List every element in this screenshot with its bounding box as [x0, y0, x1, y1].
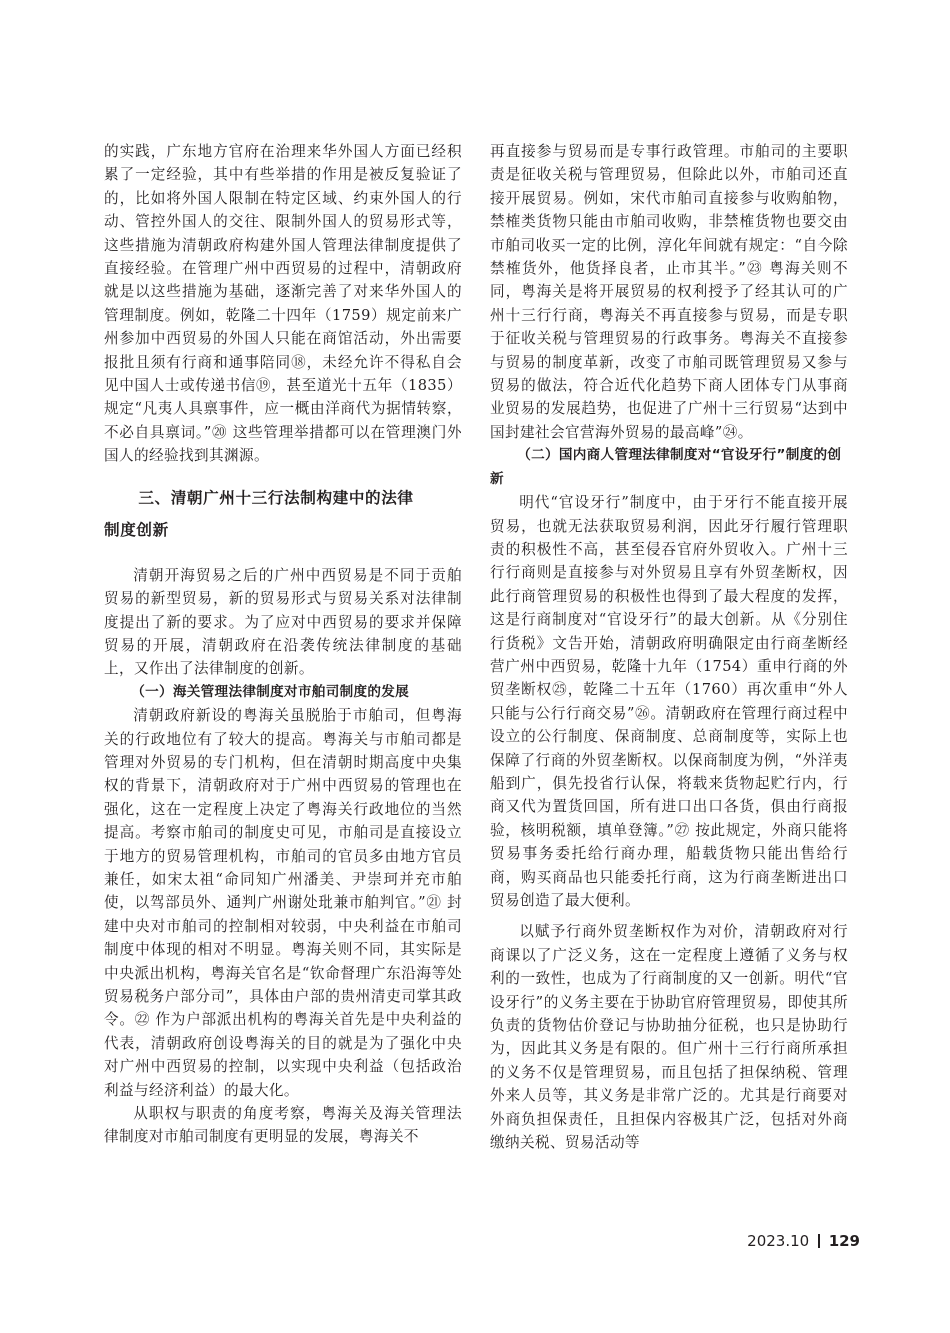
- footer-divider: [818, 1234, 820, 1248]
- paragraph: 再直接参与贸易而是专事行政管理。市舶司的主要职责是征收关税与管理贸易，但除此以外，市舶司还直接开展贸易。例如，宋代市舶司直接参与收购舶物，禁榷类货物只能由市舶司收购，非禁榷货物也要交由市舶司收买一定的比例，淳化年间就有规定：“自今除禁榷货外，他货择良者，止市其半。”㉓ 粤海关则不同，粤海关是将开展贸易的权利授予了经其认可的广州十三行行商，粤海关不再直接参与贸易，而是专职于征收关税与管理贸易的行政事务。粤海关不直接参与贸易的制度革新，改变了市舶司既管理贸易又参与贸易的做法，符合近代化趋势下商人团体专门从事商业贸易的发展趋势，也促进了广州十三行贸易“达到中国封建社会官营海外贸易的最高峰”㉔。: [490, 143, 848, 441]
- section-heading-line1: 三、清朝广州十三行法制构建中的法律: [138, 488, 414, 507]
- paragraph: 的实践，广东地方官府在治理来华外国人方面已经积累了一定经验，其中有些举措的作用是被反复验证了的，比如将外国人限制在特定区域、约束外国人的行动、管控外国人的交往、限制外国人的贸易形式等，这些措施为清朝政府构建外国人管理法律制度提供了直接经验。在管理广州中西贸易的过程中，清朝政府就是以这些措施为基础，逐渐完善了对来华外国人的管理制度。例如，乾隆二十四年（1759）规定前来广州参加中西贸易的外国人只能在商馆活动，外出需要报批且须有行商和通事陪同⑱，未经允许不得私自会见中国人士或传递书信⑲，甚至道光十五年（1835）规定“凡夷人具禀事件，应一概由洋商代为据情转察，不必自具禀词。”⑳ 这些管理举措都可以在管理澳门外国人的经验找到其渊源。: [104, 143, 462, 465]
- paragraph: 清朝开海贸易之后的广州中西贸易是不同于贡舶贸易的新型贸易，新的贸易形式与贸易关系对法律制度提出了新的要求。为了应对中西贸易的要求并保障贸易的开展，清朝政府在沿袭传统法律制度的基础上，又作出了法律制度的创新。: [104, 566, 462, 678]
- page-number: 129: [828, 1232, 860, 1250]
- paragraph: 从职权与职责的角度考察，粤海关及海关管理法律制度对市舶司制度有更明显的发展，粤海关不: [104, 1105, 462, 1146]
- section-heading: [104, 482, 462, 546]
- subsection-heading: （二）国内商人管理法律制度对“官设牙行”制度的创新: [490, 447, 842, 487]
- paragraph: 清朝政府新设的粤海关虽脱胎于市舶司，但粤海关的行政地位有了较大的提高。粤海关与市舶司都是管理对外贸易的专门机构，但在清朝时期高度中央集权的背景下，清朝政府对于广州中西贸易的管理也在强化，这在一定程度上决定了粤海关行政地位的当然提高。考察市舶司的制度史可见，市舶司是直接设立于地方的贸易管理机构，市舶司的官员多由地方官员兼任，如宋太祖“命同知广州潘美、尹崇珂并充市舶使，以驾部员外、通判广州谢处玭兼市舶判官。”㉑ 封建中央对市舶司的控制相对较弱，中央利益在市舶司制度中体现的相对不明显。粤海关则不同，其实际是中央派出机构，粤海关官名是“钦命督理广东沿海等处贸易税务户部分司”，具体由户部的贵州清吏司掌其政令。㉒ 作为户部派出机构的粤海关首先是中央利益的代表，清朝政府创设粤海关的目的就是为了强化中央对广州中西贸易的控制，以实现中央利益（包括政治利益与经济利益）的最大化。: [104, 707, 462, 1099]
- left-column: [104, 140, 462, 1149]
- subsection-heading: （一）海关管理法律制度对市舶司制度的发展: [131, 683, 410, 700]
- paragraph: 以赋予行商外贸垄断权作为对价，清朝政府对行商课以了广泛义务，这在一定程度上遵循了义务与权利的一致性，也成为了行商制度的又一创新。明代“官设牙行”的义务主要在于协助官府管理贸易，即使其所负责的货物估价登记与协助抽分征税，也只是协助行为，因此其义务是有限的。但广州十三行行商所承担的义务不仅是管理贸易，而且包括了担保纳税、管理外来人员等，其义务是非常广泛的。尤其是行商要对外商负担保责任，且担保内容极其广泛，包括对外商缴纳关税、贸易活动等: [490, 923, 848, 1152]
- section-heading-line2: 制度创新: [104, 520, 169, 539]
- paragraph: 明代“官设牙行”制度中，由于牙行不能直接开展贸易，也就无法获取贸易利润，因此牙行履行管理职责的积极性不高，甚至侵吞官府外贸收入。广州十三行行商则是直接参与对外贸易且享有外贸垄断权，因此行商管理贸易的积极性也得到了最大程度的发挥，这是行商制度对“官设牙行”的最大创新。从《分别住行货税》文告开始，清朝政府明确限定由行商垄断经营广州中西贸易，乾隆十九年（1754）重申行商的外贸垄断权㉕，乾隆二十五年（1760）再次重申“外人只能与公行行商交易”㉖。清朝政府在管理行商过程中设立的公行制度、保商制度、总商制度等，实际上也保障了行商的外贸垄断权。以保商制度为例，“外洋夷船到广，俱先投省行认保，将载来货物起贮行内，行商又代为置货回国，所有进口出口各货，俱由行商报验，核明税额，填单登簿。”㉗ 按此规定，外商只能将贸易事务委托给行商办理，船载货物只能出售给行商，购买商品也只能委托行商，这为行商垄断进出口贸易创造了最大便利。: [490, 494, 848, 909]
- issue-date: 2023.10: [747, 1232, 810, 1250]
- right-column: [490, 140, 848, 1154]
- page-footer: [720, 1230, 860, 1252]
